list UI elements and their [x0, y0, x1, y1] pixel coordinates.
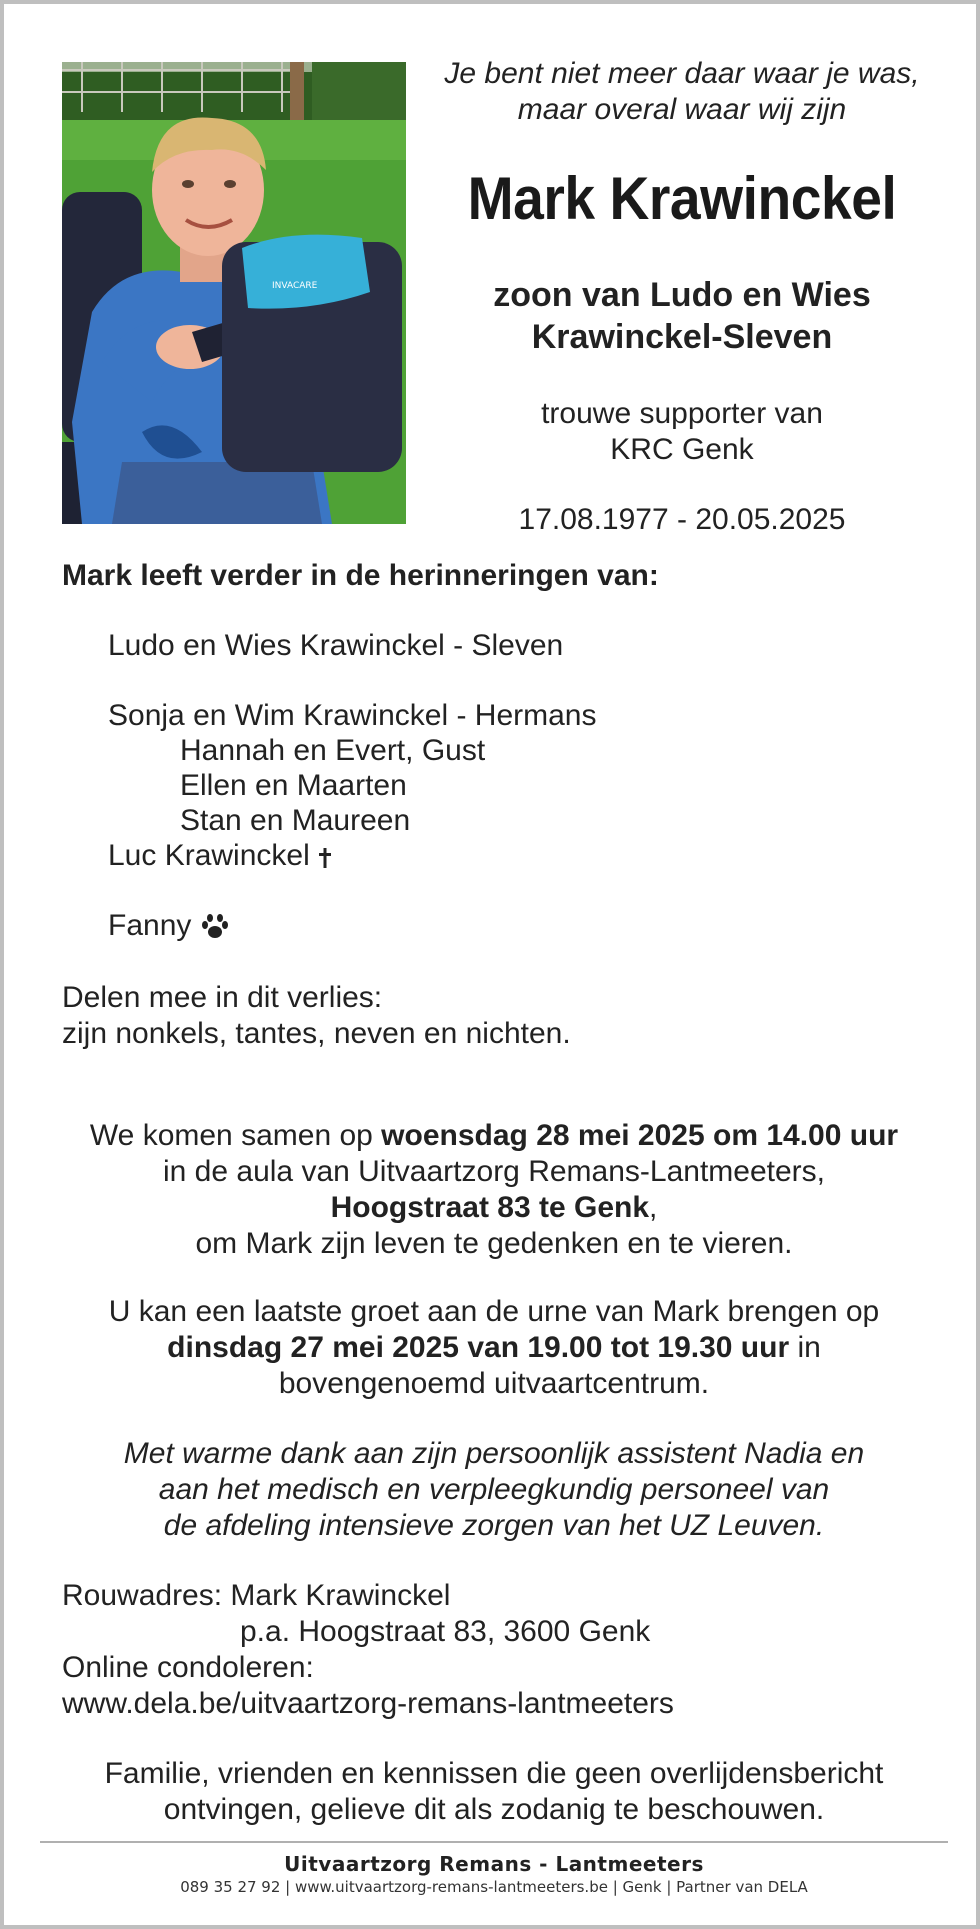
mourning-address-line: p.a. Hoogstraat 83, 3600 Genk: [240, 1615, 651, 1648]
urn-visit-text: in: [789, 1331, 821, 1364]
ceremony-text: om Mark zijn leven te gedenken en te vieren.: [195, 1227, 793, 1260]
parents: [406, 274, 958, 358]
ceremony-text: We komen samen op: [89, 1119, 382, 1152]
condolence-url: www.dela.be/uitvaartzorg-remans-lantmeeters: [62, 1687, 674, 1720]
parents-line: zoon van Ludo en Wies: [493, 276, 871, 314]
ceremony-text: ,: [649, 1191, 658, 1224]
funeral-home-contact: 089 35 27 92 | www.uitvaartzorg-remans-lantmeeters.be | Genk | Partner van DELA: [180, 1878, 808, 1896]
thanks-paragraph: [44, 1436, 944, 1544]
notice-line: ontvingen, gelieve dit als zodanig te beschouwen.: [163, 1793, 825, 1826]
memories-heading: Mark leeft verder in de herinneringen van:: [62, 559, 659, 592]
ceremony-address: Hoogstraat 83 te Genk: [330, 1191, 650, 1224]
mourning-address-line: Rouwadres: Mark Krawinckel: [62, 1579, 451, 1612]
memory-entry: Ellen en Maarten: [180, 769, 407, 802]
supporter-line: KRC Genk: [610, 433, 754, 466]
supporter-note: [406, 396, 958, 468]
deceased-name: Mark Krawinckel: [467, 165, 897, 232]
condolence-label: Online condoleren:: [62, 1651, 314, 1684]
life-dates: 17.08.1977 - 20.05.2025: [518, 503, 846, 536]
urn-visit-text: bovengenoemd uitvaartcentrum.: [278, 1367, 710, 1400]
ceremony-paragraph: [44, 1118, 944, 1262]
footer-divider: [40, 1841, 948, 1843]
urn-visit-text: U kan een laatste groet aan de urne van Mark brengen op: [108, 1295, 880, 1328]
notice-line: Familie, vrienden en kennissen die geen overlijdensbericht: [104, 1757, 884, 1790]
memory-entry: Sonja en Wim Krawinckel - Hermans: [108, 699, 597, 732]
quote-line: Je bent niet meer daar waar je was,: [444, 57, 920, 90]
sharing-line: zijn nonkels, tantes, neven en nichten.: [62, 1017, 571, 1050]
header-block: [406, 56, 958, 538]
thanks-line: Met warme dank aan zijn persoonlijk assistent Nadia en: [123, 1437, 865, 1470]
memory-entry: Hannah en Evert, Gust: [180, 734, 486, 767]
portrait-photo: [62, 62, 406, 524]
quote-line: maar overal waar wij zijn: [517, 93, 847, 126]
urn-visit-time: dinsdag 27 mei 2025 van 19.00 tot 19.30 uur: [167, 1331, 790, 1364]
paw-icon: [200, 913, 230, 941]
scooter-brand-label: INVACARE: [272, 281, 318, 291]
parents-line: Krawinckel-Sleven: [531, 318, 833, 356]
funeral-home-name: Uitvaartzorg Remans - Lantmeeters: [284, 1852, 704, 1876]
memory-entry: Stan en Maureen: [180, 804, 411, 837]
cross-icon: [318, 845, 332, 869]
ceremony-date: woensdag 28 mei 2025 om 14.00 uur: [381, 1119, 899, 1152]
urn-visit-paragraph: [44, 1294, 944, 1402]
supporter-line: trouwe supporter van: [541, 397, 823, 430]
memory-entry-name: Fanny: [108, 909, 192, 942]
thanks-line: de afdeling intensieve zorgen van het UZ Leuven.: [163, 1509, 825, 1542]
sharing-line: Delen mee in dit verlies:: [62, 981, 383, 1014]
quote: [406, 56, 958, 128]
memory-entry-deceased: [108, 838, 332, 874]
memory-entry-pet: [108, 908, 230, 944]
notice-paragraph: [44, 1756, 944, 1828]
memory-entry: Ludo en Wies Krawinckel - Sleven: [108, 629, 564, 662]
memory-entry-name: Luc Krawinckel: [108, 839, 310, 872]
ceremony-text: in de aula van Uitvaartzorg Remans-Lantmeeters,: [163, 1155, 825, 1188]
thanks-line: aan het medisch en verpleegkundig personeel van: [158, 1473, 830, 1506]
